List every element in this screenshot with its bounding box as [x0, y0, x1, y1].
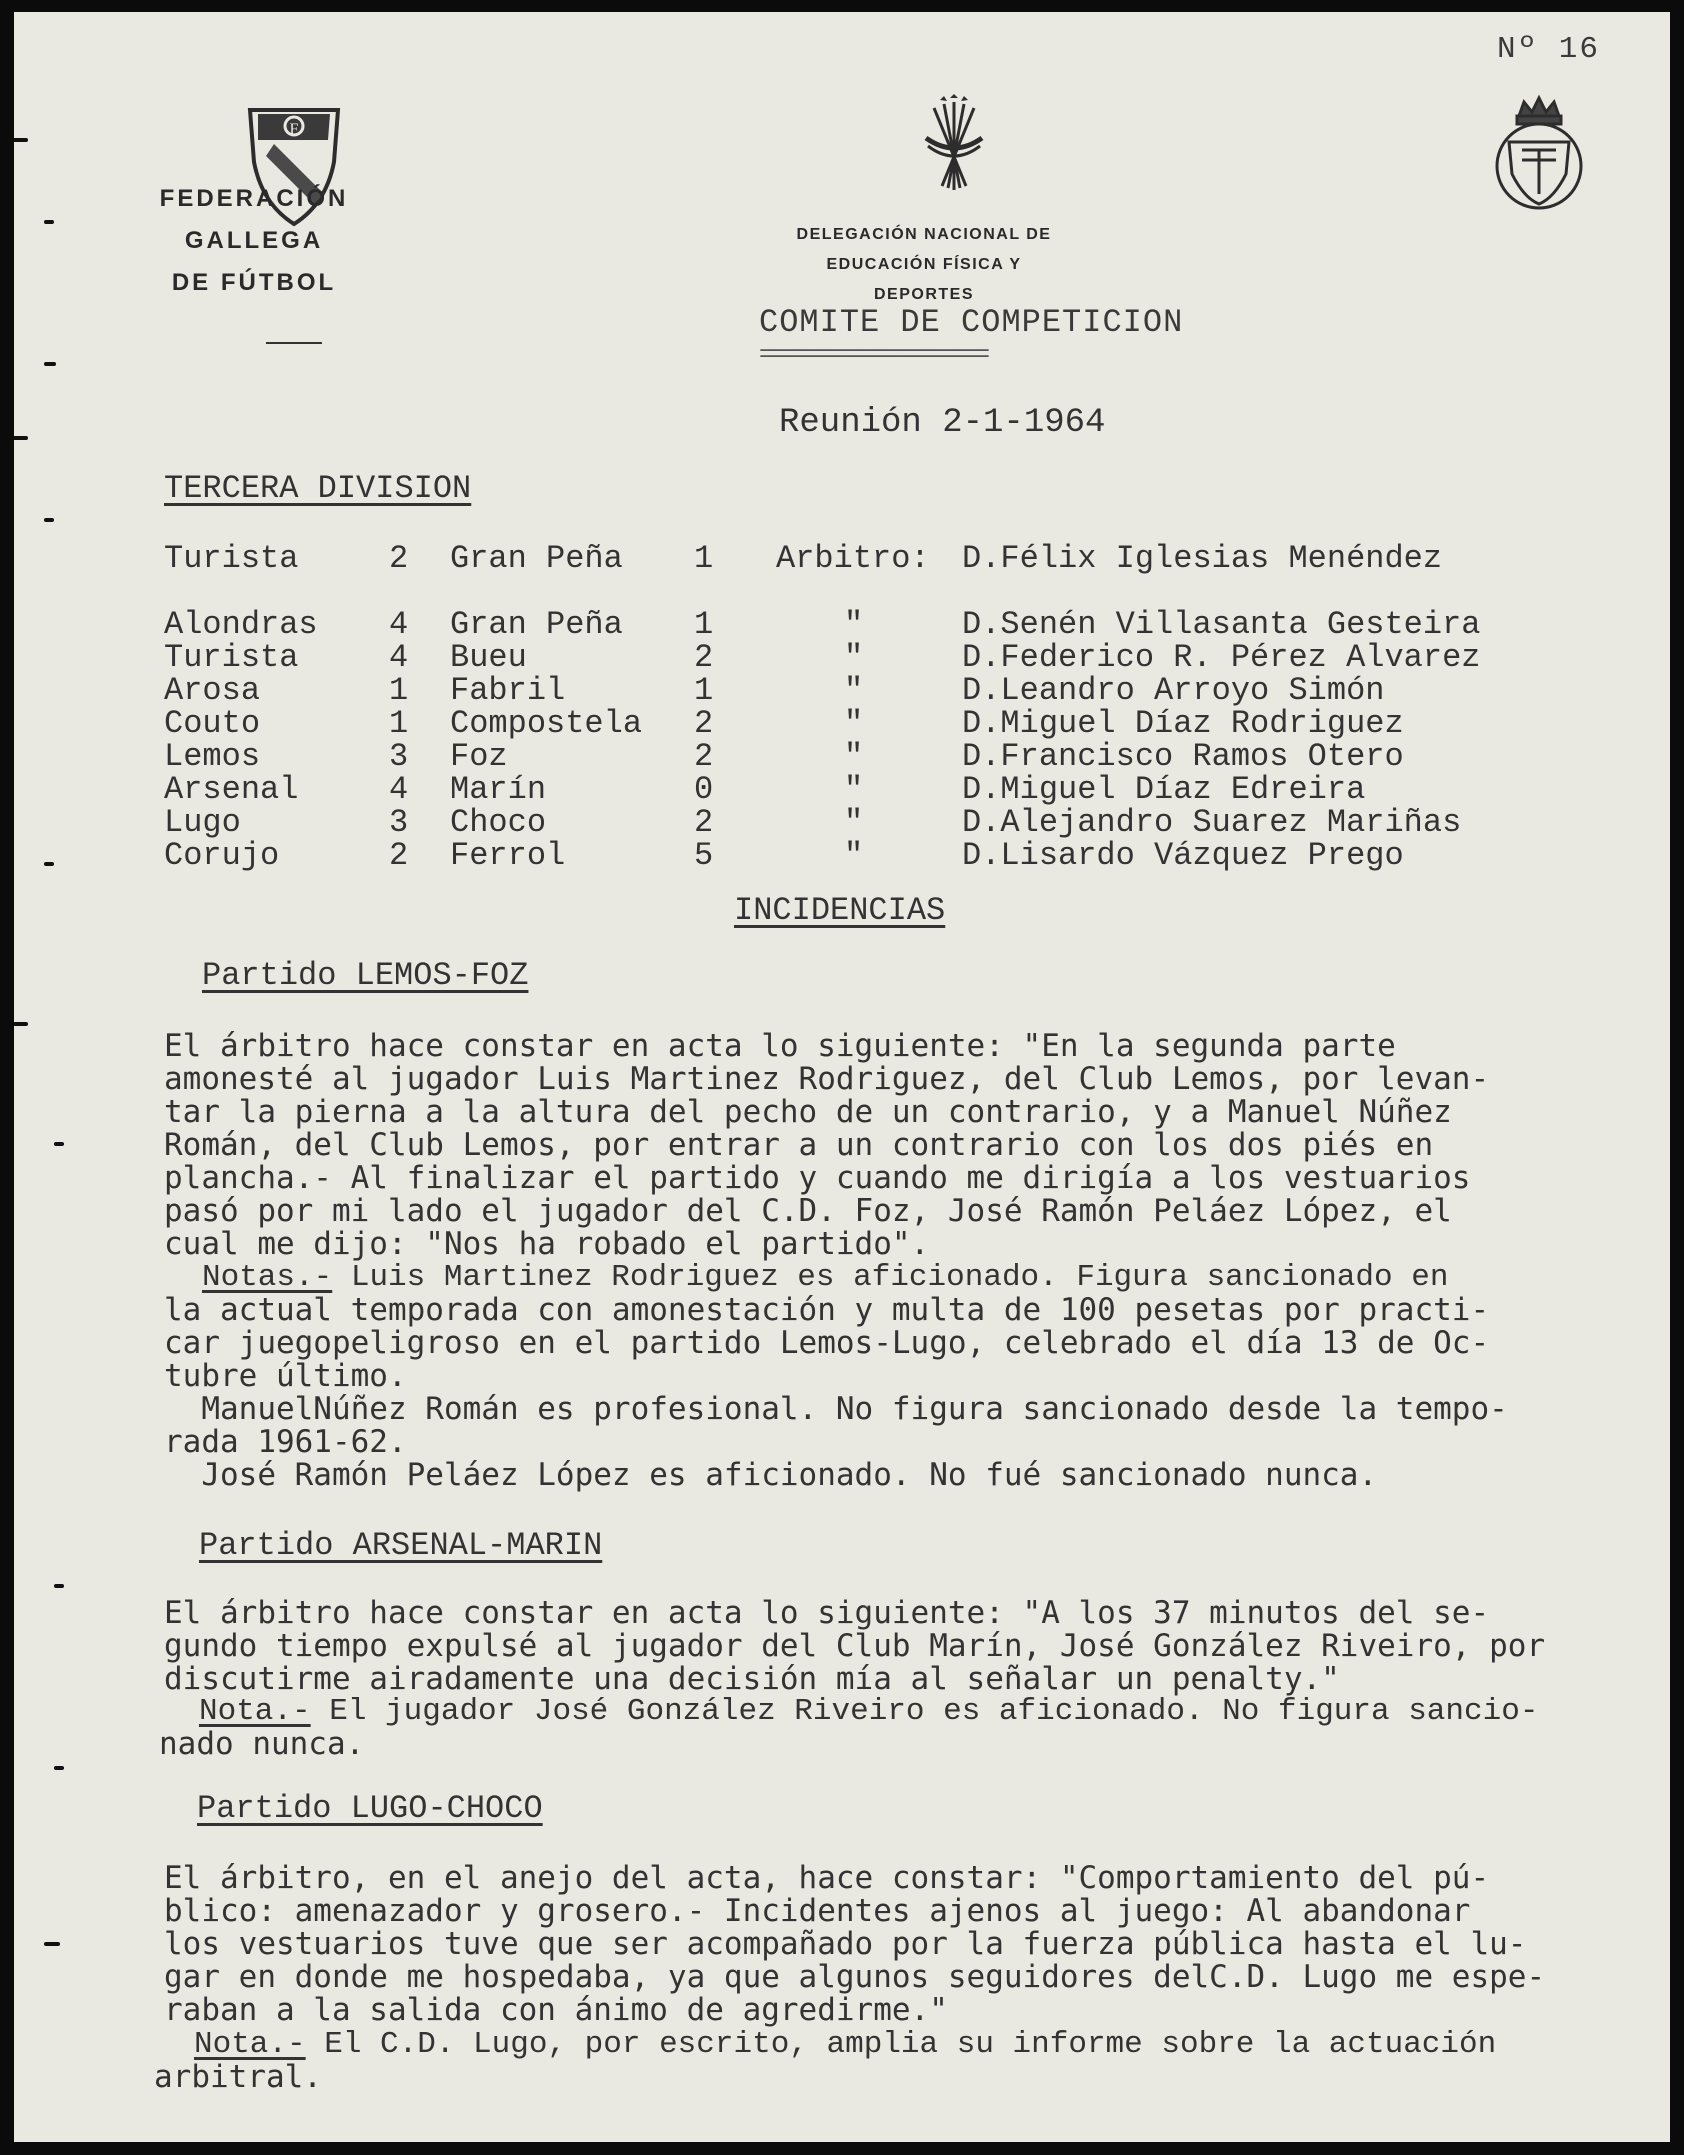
away-score: 2 — [694, 639, 714, 676]
note-label: Nota.- — [199, 1694, 311, 1729]
punch-hole — [44, 1942, 60, 1946]
ditto-mark: " — [844, 606, 864, 643]
delegation-line-2: EDUCACIÓN FÍSICA Y DEPORTES — [826, 256, 1022, 303]
incident-report: El árbitro, en el anejo del acta, hace constar: "Comportamiento del pú- blico: amenazador y grosero.- Incidentes ajenos al juego: Al abandonar los vestuarios tuve que ser acompañado por la fuerza pública hasta el lu- gar en donde me hospedaba, ya que algunos seguidores delC.D. Lugo me espe- raban a la salida con ánimo de agredirme." — [164, 1860, 1546, 2028]
home-team: Lemos — [164, 738, 261, 775]
home-team: Turista — [164, 639, 299, 676]
ditto-mark: " — [844, 738, 864, 775]
referee-name: D.Federico R. Pérez Alvarez — [962, 639, 1481, 676]
home-team: Arsenal — [164, 771, 299, 808]
home-team: Alondras — [164, 606, 318, 643]
punch-hole — [54, 1766, 64, 1770]
home-team: Couto — [164, 705, 261, 742]
incident-title: Partido LEMOS-FOZ — [202, 957, 529, 994]
delegation-line-1: DELEGACIÓN NACIONAL DE — [796, 226, 1052, 243]
away-score: 5 — [694, 837, 714, 874]
committee-title: COMITE DE COMPETICION — [759, 304, 1184, 341]
note-text: Luis Martinez Rodriguez es aficionado. Figura sancionado en — [332, 1260, 1449, 1295]
punch-hole — [44, 518, 54, 522]
referee-name: D.Lisardo Vázquez Prego — [962, 837, 1404, 874]
note-label: Nota.- — [194, 2027, 306, 2062]
punch-hole — [44, 220, 54, 224]
incident-note-continuation: arbitral. — [154, 2059, 322, 2095]
punch-hole — [54, 1584, 64, 1588]
away-score: 2 — [694, 804, 714, 841]
document-number: Nº 16 — [1496, 32, 1600, 67]
home-team: Corujo — [164, 837, 280, 874]
result-row — [14, 608, 1614, 641]
ditto-mark: " — [844, 639, 864, 676]
punch-hole — [54, 1142, 64, 1146]
yoke-arrows-icon — [914, 94, 994, 194]
punch-hole — [44, 362, 56, 366]
svg-text:F: F — [289, 121, 299, 138]
referee-name: D.Francisco Ramos Otero — [962, 738, 1404, 775]
away-score: 0 — [694, 771, 714, 808]
document-page — [14, 12, 1670, 2142]
home-team: Turista — [164, 540, 299, 577]
meeting-date: Reunión 2-1-1964 — [779, 404, 1106, 442]
referee-name: D.Miguel Díaz Edreira — [962, 771, 1366, 808]
ditto-mark: " — [844, 705, 864, 742]
result-row — [14, 707, 1614, 740]
referee-name: D.Alejandro Suarez Mariñas — [962, 804, 1462, 841]
note-label: Notas.- — [202, 1260, 333, 1295]
away-team: Gran Peña — [450, 606, 623, 643]
away-team: Gran Peña — [450, 540, 623, 577]
result-row — [14, 641, 1614, 674]
away-team: Choco — [450, 804, 547, 841]
referee-name: D.Senén Villasanta Gesteira — [962, 606, 1481, 643]
incidents-title: INCIDENCIAS — [734, 892, 946, 929]
away-team: Foz — [450, 738, 508, 775]
away-score: 1 — [694, 540, 714, 577]
punch-hole — [14, 138, 28, 142]
incident-report: El árbitro hace constar en acta lo siguiente: "En la segunda parte amonesté al jugador Luis Martinez Rodriguez, del Club Lemos, por levan- tar la pierna a la altura del pecho de un contrario, y a Manuel Núñez Román, del Club Lemos, por entrar a un contrario con los dos piés en plancha.- Al finalizar el partido y cuando me dirigía a los vestuarios pasó por mi lado el jugador del C.D. Foz, José Ramón Peláez López, el cual me dijo: "Nos ha robado el partido". — [164, 1028, 1490, 1262]
federation-name — [144, 178, 364, 304]
ditto-mark: " — [844, 804, 864, 841]
result-row — [14, 740, 1614, 773]
referee-name: D.Miguel Díaz Rodriguez — [962, 705, 1404, 742]
incident-report: El árbitro hace constar en acta lo siguiente: "A los 37 minutos del se- gundo tiempo expulsé al jugador del Club Marín, José González Riveiro, por discutirme airadamente una decisión mía al señalar un penalty." — [164, 1595, 1546, 1697]
referee-label: Arbitro: — [776, 540, 930, 577]
home-score: 3 — [389, 804, 409, 841]
ditto-mark: " — [844, 771, 864, 808]
note-text: El jugador José González Riveiro es aficionado. No figura sancio- — [310, 1694, 1539, 1729]
home-team: Lugo — [164, 804, 241, 841]
referee-name: D.Leandro Arroyo Simón — [962, 672, 1385, 709]
away-score: 1 — [694, 672, 714, 709]
punch-hole — [14, 436, 28, 440]
incident-note-continuation: la actual temporada con amonestación y multa de 100 pesetas por practi- car juegopeligroso en el partido Lemos-Lugo, celebrado el día 13 de Oc- tubre último. ManuelNúñez Román es profesional. No figura sancionado desde la tempo- rada 1961-62. José Ramón Peláez López es aficionado. No fué sancionado nunca. — [164, 1292, 1508, 1493]
away-team: Marín — [450, 771, 547, 808]
away-team: Fabril — [450, 672, 566, 709]
incident-note — [202, 1261, 1670, 1294]
home-score: 4 — [389, 639, 409, 676]
royal-crest-icon — [1484, 94, 1594, 214]
delegation-name — [774, 220, 1074, 310]
home-score: 1 — [389, 705, 409, 742]
result-row — [14, 542, 1614, 575]
committee-double-underline: ==================== — [759, 342, 988, 369]
punch-hole — [14, 1022, 28, 1026]
home-score: 3 — [389, 738, 409, 775]
result-row — [14, 773, 1614, 806]
incident-title: Partido LUGO-CHOCO — [197, 1790, 543, 1827]
federation-rule — [266, 342, 322, 344]
ditto-mark: " — [844, 837, 864, 874]
incident-note — [194, 2028, 1670, 2061]
away-team: Compostela — [450, 705, 643, 742]
home-score: 2 — [389, 837, 409, 874]
home-score: 4 — [389, 771, 409, 808]
result-row — [14, 674, 1614, 707]
away-score: 1 — [694, 606, 714, 643]
referee-name: D.Félix Iglesias Menéndez — [962, 540, 1443, 577]
note-text: El C.D. Lugo, por escrito, amplia su informe sobre la actuación — [305, 2027, 1497, 2062]
away-score: 2 — [694, 738, 714, 775]
home-score: 2 — [389, 540, 409, 577]
division-title: TERCERA DIVISION — [164, 470, 472, 507]
result-row — [14, 806, 1614, 839]
incident-note — [199, 1695, 1670, 1728]
away-team: Ferrol — [450, 837, 566, 874]
incident-note-continuation: nado nunca. — [159, 1726, 365, 1762]
away-score: 2 — [694, 705, 714, 742]
incident-title: Partido ARSENAL-MARIN — [199, 1527, 603, 1564]
home-score: 1 — [389, 672, 409, 709]
home-score: 4 — [389, 606, 409, 643]
federation-line-2: DE FÚTBOL — [171, 269, 337, 296]
home-team: Arosa — [164, 672, 261, 709]
ditto-mark: " — [844, 672, 864, 709]
result-row — [14, 839, 1614, 872]
federation-line-1: FEDERACIÓN GALLEGA — [159, 185, 349, 254]
away-team: Bueu — [450, 639, 527, 676]
